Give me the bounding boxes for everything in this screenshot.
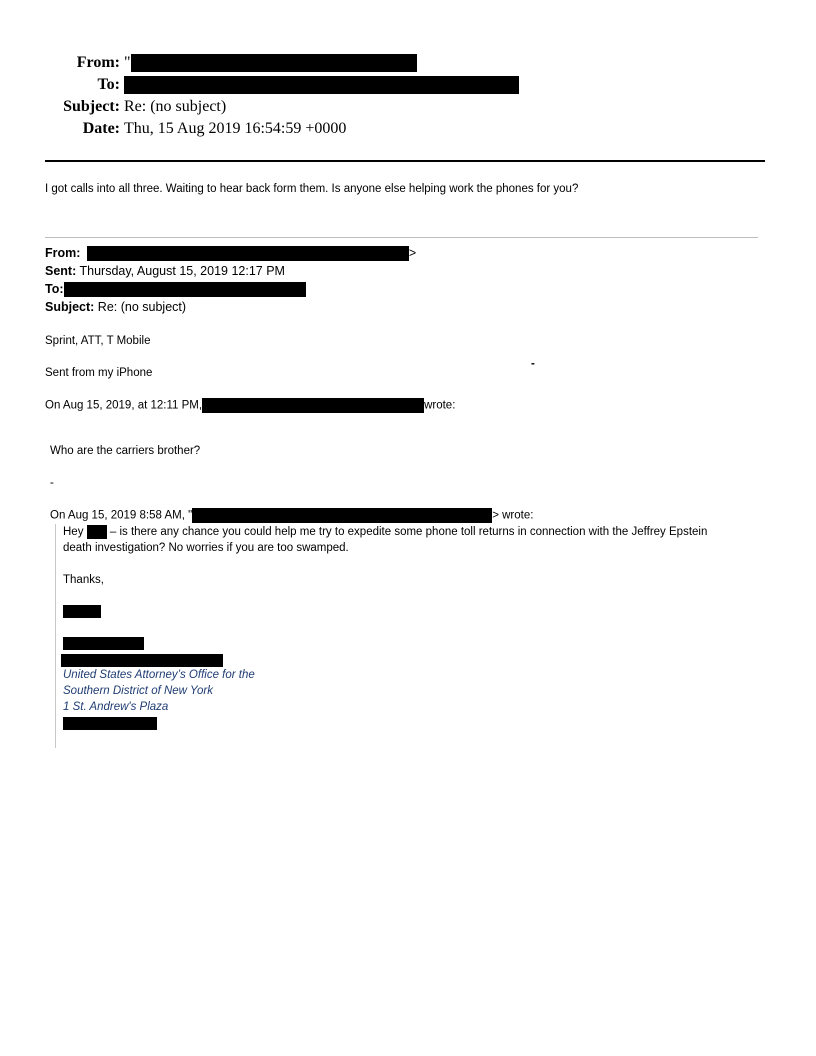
carriers-line: Sprint, ATT, T Mobile <box>45 335 151 347</box>
on-wrote-line <box>45 398 455 414</box>
fwd-sent-line <box>45 263 285 280</box>
quoted-line-1-rest: – is there any chance you could help me try to expedite some phone toll returns in connection with the Jeffrey Epstein <box>109 526 708 538</box>
fwd-to-label: To: <box>45 282 64 296</box>
signature-address: 1 St. Andrew's Plaza <box>63 701 169 713</box>
fwd-subject-value: Re: (no subject) <box>97 300 187 314</box>
fwd-from-line <box>45 245 416 262</box>
sent-from-iphone: Sent from my iPhone <box>45 367 153 379</box>
on-wrote2-prefix: On Aug 15, 2019 8:58 AM, " <box>50 509 193 522</box>
dash-line: - <box>50 477 54 489</box>
signature-district: Southern District of New York <box>63 685 213 697</box>
redaction-bar <box>131 54 417 72</box>
on-wrote-suffix: wrote: <box>424 399 456 412</box>
to-label: To: <box>97 76 120 93</box>
subject-label: Subject: <box>63 98 120 115</box>
from-label: From: <box>76 54 120 71</box>
redaction-bar <box>64 282 306 297</box>
carriers-question: Who are the carriers brother? <box>50 445 201 457</box>
quoted-line-2: death investigation? No worries if you are too swamped. <box>63 542 349 554</box>
subject-value: Re: (no subject) <box>124 98 227 115</box>
redaction-bar <box>87 246 409 261</box>
redaction-bar <box>63 637 144 650</box>
on-wrote-prefix: On Aug 15, 2019, at 12:11 PM, <box>45 399 203 412</box>
redaction-bar <box>192 508 492 523</box>
on-wrote-line-2 <box>50 508 533 524</box>
from-quote: " <box>124 54 131 71</box>
fwd-subject-label: Subject: <box>45 300 95 314</box>
on-wrote2-suffix: > wrote: <box>492 509 534 522</box>
thanks-text: Thanks, <box>63 574 104 586</box>
fwd-sent-label: Sent: <box>45 264 77 278</box>
fwd-sent-value: Thursday, August 15, 2019 12:17 PM <box>79 264 285 278</box>
redaction-bar <box>61 654 223 667</box>
header-divider <box>45 160 765 162</box>
redaction-bar <box>87 525 107 539</box>
date-label: Date: <box>82 120 120 137</box>
message-divider <box>45 237 758 238</box>
fwd-to-line <box>45 281 306 298</box>
redaction-bar <box>63 605 101 618</box>
quoted-line-1 <box>63 524 707 540</box>
to-value <box>124 75 519 95</box>
redaction-bar <box>63 717 157 730</box>
date-value: Thu, 15 Aug 2019 16:54:59 +0000 <box>124 120 347 137</box>
email-header <box>0 0 816 150</box>
reply-body: I got calls into all three. Waiting to hear back form them. Is anyone else helping work the phones for you? <box>45 183 579 195</box>
redaction-bar <box>124 76 519 94</box>
fwd-subject-line <box>45 299 186 316</box>
redaction-bar <box>202 398 424 413</box>
from-value <box>124 53 417 73</box>
hey-text: Hey <box>63 526 84 538</box>
quoted-message <box>55 524 756 748</box>
signature-office: United States Attorney’s Office for the <box>63 669 255 681</box>
fwd-from-suffix: > <box>408 246 417 260</box>
stray-dash: - <box>531 358 535 370</box>
fwd-from-label: From: <box>45 246 81 260</box>
